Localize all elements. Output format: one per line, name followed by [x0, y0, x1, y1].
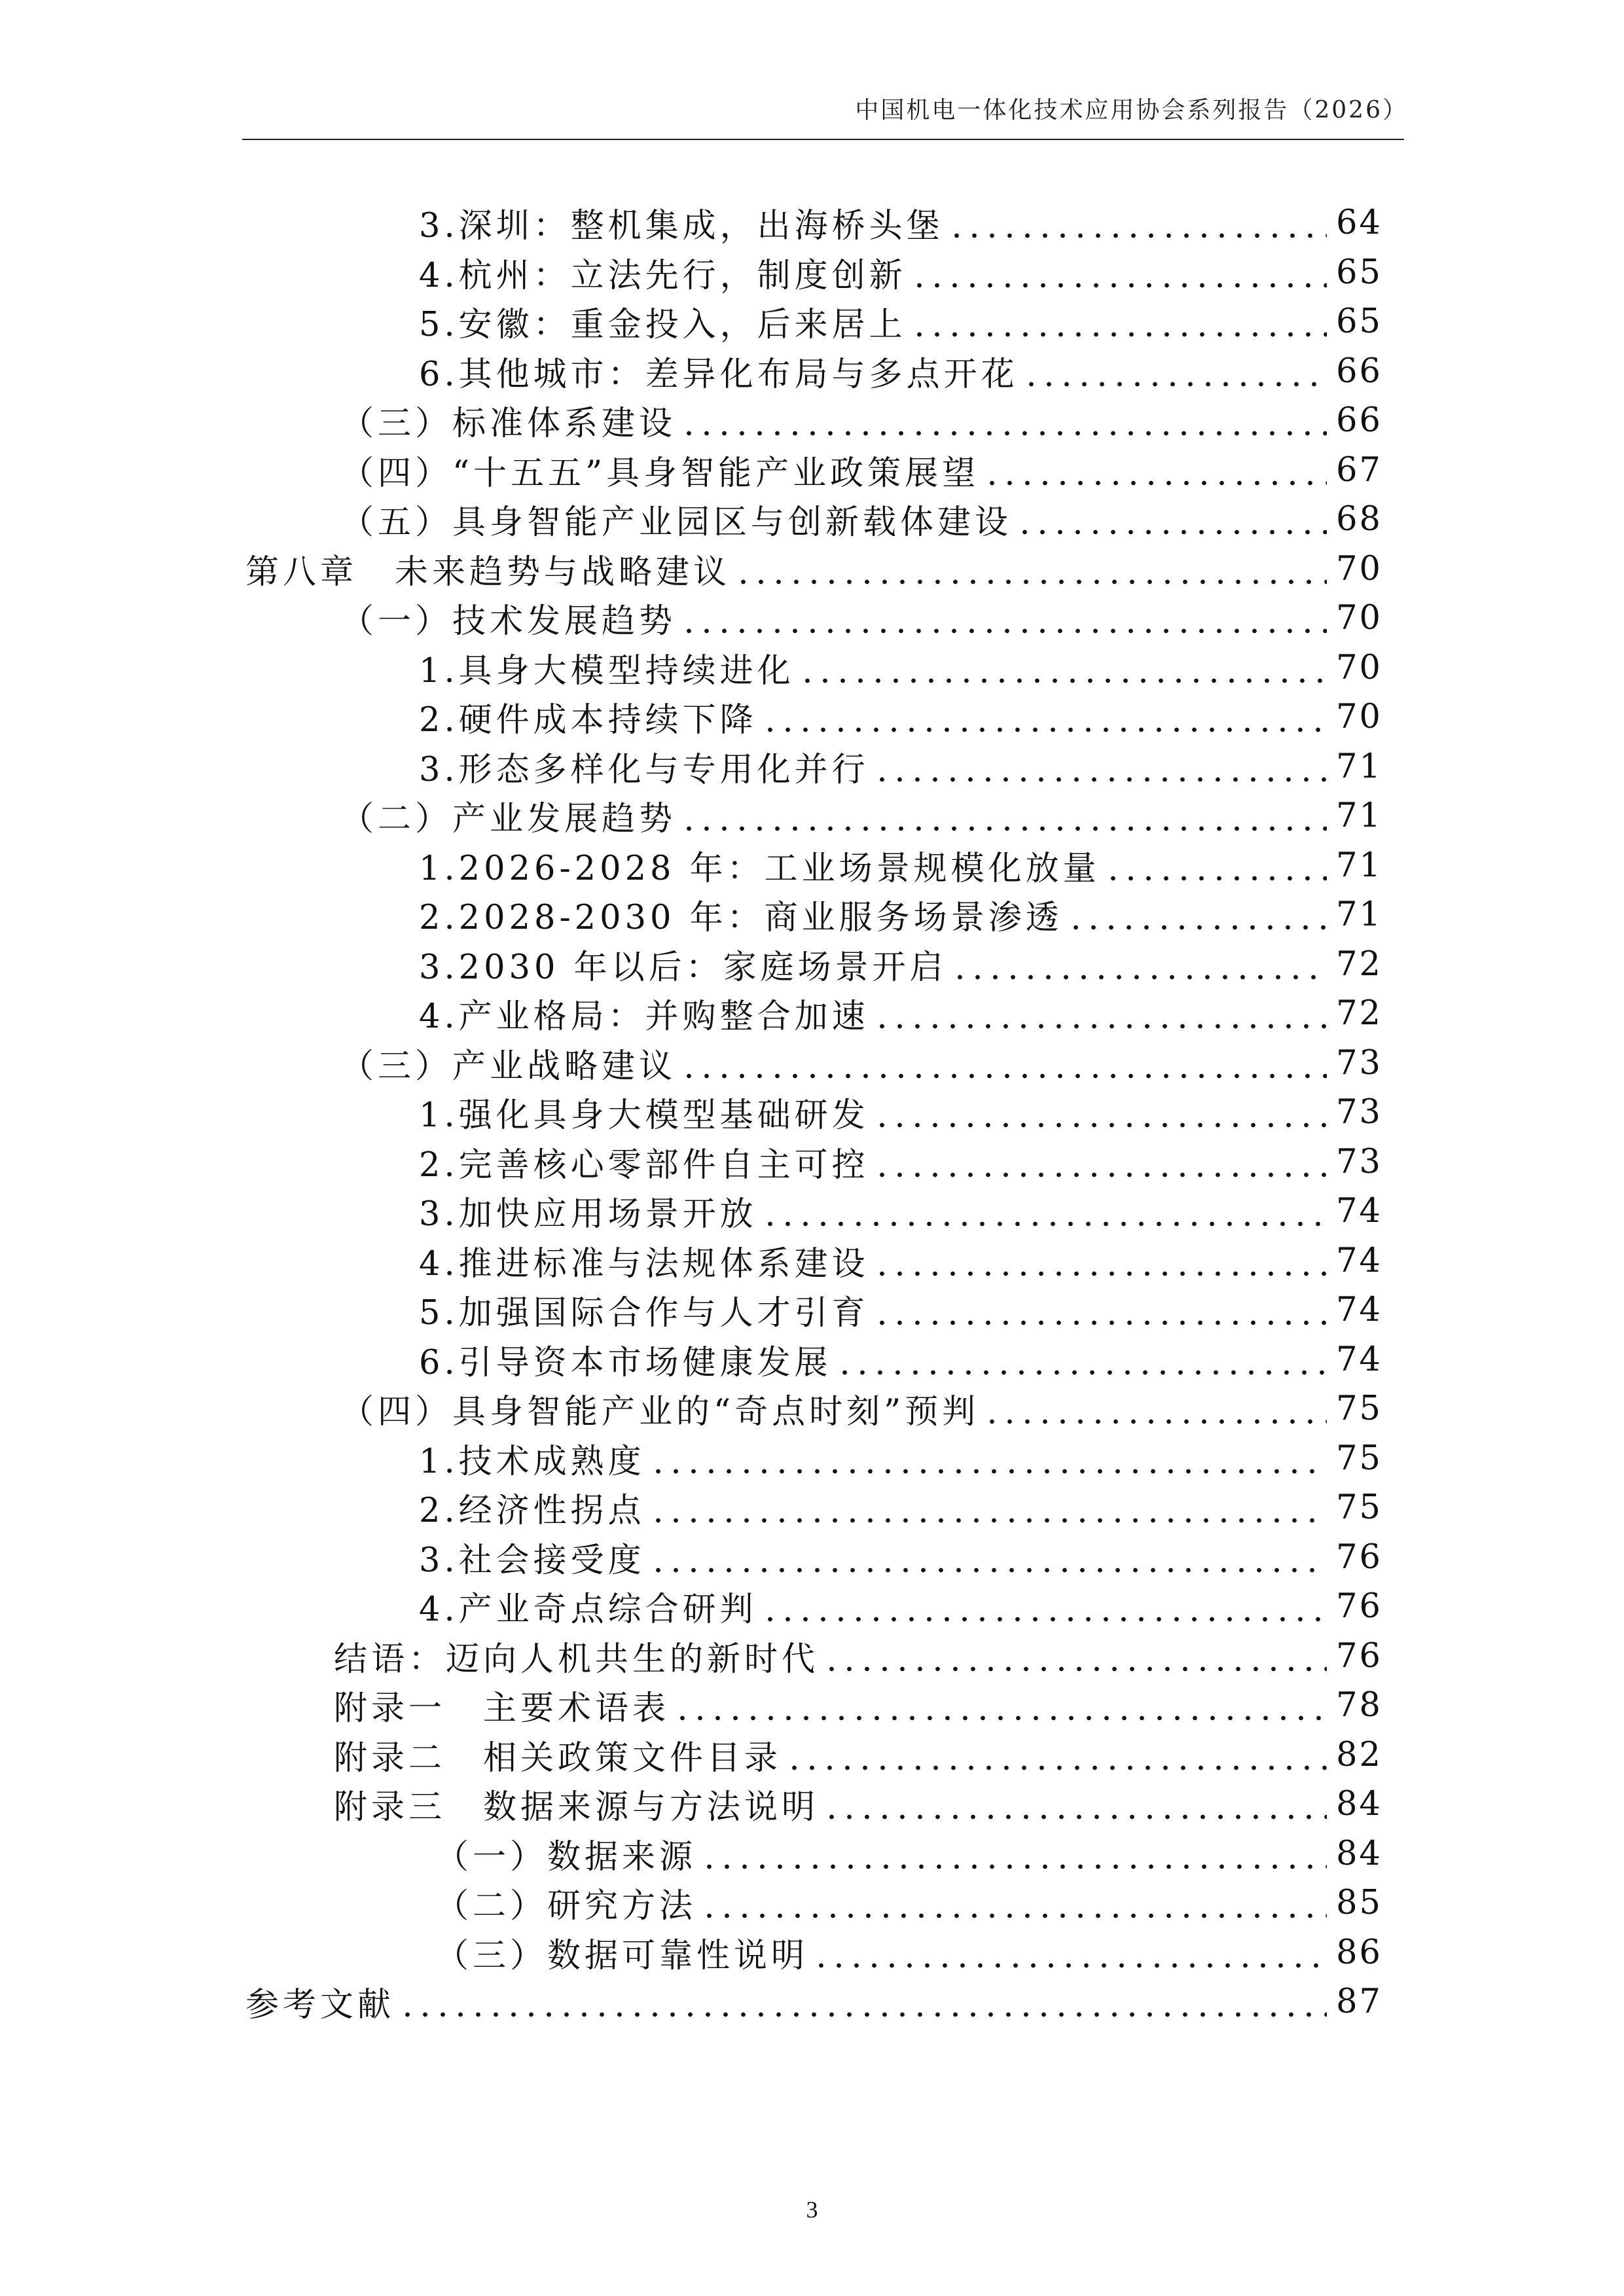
dot-leader [873, 988, 1327, 1038]
toc-entry-title: （三）产业战略建议 [340, 1047, 677, 1086]
dot-leader [761, 1581, 1327, 1631]
toc-entry[interactable] [435, 1878, 1382, 1928]
toc-entry[interactable] [419, 1532, 1382, 1582]
toc-entry[interactable] [419, 1285, 1382, 1335]
toc-entry-page: 85 [1336, 1883, 1382, 1922]
toc-entry[interactable] [419, 1186, 1382, 1236]
toc-entry[interactable] [340, 593, 1382, 643]
toc-entry-page: 74 [1336, 1340, 1382, 1379]
toc-entry-page: 72 [1336, 994, 1382, 1033]
dot-leader [680, 593, 1327, 643]
toc-entry[interactable] [419, 247, 1382, 297]
toc-entry[interactable] [340, 395, 1382, 445]
dot-leader [785, 1730, 1327, 1780]
toc-entry-page: 70 [1336, 648, 1382, 687]
toc-entry[interactable] [419, 1236, 1382, 1285]
dot-leader [873, 1137, 1327, 1187]
toc-entry-page: 76 [1336, 1587, 1382, 1626]
dot-leader [836, 1335, 1327, 1384]
toc-entry-page: 65 [1336, 302, 1382, 341]
dot-leader [911, 296, 1327, 346]
toc-entry-page: 76 [1336, 1537, 1382, 1577]
toc-entry[interactable] [334, 1779, 1382, 1829]
toc-entry-page: 74 [1336, 1241, 1382, 1280]
dot-leader [873, 1285, 1327, 1335]
toc-entry-title: （二）研究方法 [435, 1887, 697, 1926]
dot-leader [680, 791, 1327, 840]
dot-leader [983, 1384, 1327, 1433]
toc-entry-title: 3.加快应用场景开放 [419, 1195, 757, 1234]
dot-leader [873, 1236, 1327, 1285]
toc-entry-title: 3.2030 年以后：家庭场景开启 [419, 948, 947, 987]
toc-entry-title: 4.推进标准与法规体系建设 [419, 1245, 869, 1283]
toc-entry-page: 65 [1336, 253, 1382, 292]
toc-entry-page: 75 [1336, 1389, 1382, 1428]
toc-entry-page: 84 [1336, 1784, 1382, 1823]
toc-entry[interactable] [419, 742, 1382, 791]
toc-entry-page: 75 [1336, 1488, 1382, 1527]
dot-leader [911, 247, 1327, 297]
toc-entry-title: 4.产业奇点综合研判 [419, 1590, 757, 1629]
running-header: 中国机电一体化技术应用协会系列报告（2026） [855, 97, 1408, 124]
dot-leader [649, 1532, 1327, 1582]
dot-leader [649, 1482, 1327, 1532]
toc-entry-title: （四）“十五五”具身智能产业政策展望 [340, 454, 980, 493]
toc-entry[interactable] [419, 840, 1382, 890]
toc-entry-title: 3.形态多样化与专用化并行 [419, 751, 869, 789]
toc-entry-page: 66 [1336, 351, 1382, 391]
toc-entry-title: （三）数据可靠性说明 [435, 1937, 809, 1975]
toc-entry-title: 1.强化具身大模型基础研发 [419, 1096, 869, 1135]
dot-leader [948, 198, 1327, 247]
toc-entry-title: （二）产业发展趋势 [340, 800, 677, 838]
toc-entry-page: 64 [1336, 203, 1382, 242]
dot-leader [1016, 494, 1327, 544]
toc-entry-title: 2.完善核心零部件自主可控 [419, 1146, 869, 1185]
toc-entry[interactable] [334, 1631, 1382, 1681]
toc-entry-title: 4.产业格局：并购整合加速 [419, 997, 869, 1036]
dot-leader [799, 643, 1327, 692]
toc-entry[interactable] [334, 1730, 1382, 1780]
toc-entry[interactable] [340, 1384, 1382, 1433]
dot-leader [700, 1878, 1327, 1928]
dot-leader [1067, 889, 1327, 939]
toc-entry[interactable] [419, 346, 1382, 396]
toc-entry-title: （三）标准体系建设 [340, 404, 677, 443]
toc-entry-title: （五）具身智能产业园区与创新载体建设 [340, 503, 1013, 542]
toc-entry[interactable] [435, 1928, 1382, 1977]
dot-leader [761, 692, 1327, 742]
toc-entry[interactable] [435, 1829, 1382, 1878]
dot-leader [680, 1038, 1327, 1088]
toc-entry-page: 75 [1336, 1439, 1382, 1478]
toc-entry[interactable] [340, 791, 1382, 840]
toc-entry-title: 附录二 相关政策文件目录 [334, 1739, 782, 1778]
toc-entry-title: 结语：迈向人机共生的新时代 [334, 1640, 820, 1679]
toc-entry[interactable] [419, 692, 1382, 742]
dot-leader [1022, 346, 1327, 396]
toc-entry-title: 5.安徽：重金投入，后来居上 [419, 306, 907, 344]
toc-entry-page: 73 [1336, 1142, 1382, 1181]
toc-entry[interactable] [340, 445, 1382, 495]
toc-entry-title: 第八章 未来趋势与战略建议 [245, 553, 731, 592]
toc-entry-title: （一）数据来源 [435, 1838, 697, 1876]
toc-entry-page: 82 [1336, 1735, 1382, 1774]
toc-entry[interactable] [419, 1087, 1382, 1137]
toc-entry[interactable] [419, 988, 1382, 1038]
toc-entry-page: 70 [1336, 549, 1382, 588]
toc-entry[interactable] [419, 643, 1382, 692]
dot-leader [951, 939, 1327, 989]
toc-entry-page: 86 [1336, 1933, 1382, 1972]
toc-entry-title: 1.具身大模型持续进化 [419, 652, 795, 691]
toc-entry-title: 1.技术成熟度 [419, 1443, 645, 1481]
dot-leader [983, 445, 1327, 495]
dot-leader [761, 1186, 1327, 1236]
toc-entry-title: 2.硬件成本持续下降 [419, 701, 757, 740]
toc-entry-page: 71 [1336, 895, 1382, 934]
dot-leader [399, 1977, 1327, 2026]
toc-entry-title: 4.杭州：立法先行，制度创新 [419, 257, 907, 295]
header-divider [242, 139, 1404, 140]
dot-leader [734, 544, 1327, 594]
toc-entry-page: 74 [1336, 1290, 1382, 1329]
toc-entry[interactable] [419, 296, 1382, 346]
toc-entry-title: 1.2026-2028 年：工业场景规模化放量 [419, 850, 1100, 888]
toc-entry-page: 71 [1336, 747, 1382, 786]
toc-entry-title: （一）技术发展趋势 [340, 602, 677, 641]
toc-entry-title: 3.社会接受度 [419, 1541, 645, 1580]
toc-entry[interactable] [419, 198, 1382, 247]
toc-entry-page: 74 [1336, 1191, 1382, 1230]
toc-entry-page: 70 [1336, 598, 1382, 637]
dot-leader [873, 742, 1327, 791]
toc-entry[interactable] [419, 939, 1382, 989]
toc-entry-page: 70 [1336, 697, 1382, 736]
toc-entry[interactable] [340, 1038, 1382, 1088]
toc-entry-title: 3.深圳：整机集成，出海桥头堡 [419, 207, 944, 245]
toc-entry-page: 71 [1336, 846, 1382, 885]
toc-entry-page: 84 [1336, 1834, 1382, 1873]
toc-entry-title: 附录一 主要术语表 [334, 1689, 670, 1728]
toc-entry[interactable] [245, 1977, 1382, 2026]
toc-entry[interactable] [419, 1335, 1382, 1384]
dot-leader [674, 1680, 1327, 1730]
toc-entry[interactable] [419, 1137, 1382, 1187]
toc-entry-page: 73 [1336, 1043, 1382, 1083]
toc-entry-title: 2.经济性拐点 [419, 1492, 645, 1530]
dot-leader [823, 1631, 1327, 1681]
toc-entry-page: 68 [1336, 499, 1382, 539]
toc-entry[interactable] [419, 1433, 1382, 1483]
toc-entry[interactable] [419, 1581, 1382, 1631]
toc-entry-title: 附录三 数据来源与方法说明 [334, 1788, 820, 1827]
toc-entry[interactable] [245, 544, 1382, 594]
toc-entry-page: 71 [1336, 796, 1382, 835]
dot-leader [680, 395, 1327, 445]
page-number: 3 [806, 2197, 818, 2223]
toc-entry[interactable] [419, 889, 1382, 939]
toc-entry-page: 72 [1336, 944, 1382, 984]
toc-entry-page: 76 [1336, 1636, 1382, 1676]
dot-leader [1104, 840, 1327, 890]
dot-leader [649, 1433, 1327, 1483]
dot-leader [700, 1829, 1327, 1878]
toc-entry[interactable] [334, 1680, 1382, 1730]
toc-entry-title: （四）具身智能产业的“奇点时刻”预判 [340, 1393, 980, 1431]
toc-entry-page: 66 [1336, 401, 1382, 440]
toc-entry-title: 5.加强国际合作与人才引育 [419, 1294, 869, 1333]
toc-entry[interactable] [340, 494, 1382, 544]
toc-entry-title: 2.2028-2030 年：商业服务场景渗透 [419, 899, 1063, 937]
toc-entry-title: 6.引导资本市场健康发展 [419, 1344, 832, 1382]
toc-entry-page: 87 [1336, 1982, 1382, 2021]
toc-entry-title: 参考文献 [245, 1986, 395, 2024]
toc-entry-page: 73 [1336, 1092, 1382, 1132]
dot-leader [823, 1779, 1327, 1829]
toc-entry-page: 67 [1336, 450, 1382, 490]
toc-entry-page: 78 [1336, 1685, 1382, 1725]
dot-leader [873, 1087, 1327, 1137]
toc-entry[interactable] [419, 1482, 1382, 1532]
dot-leader [812, 1928, 1327, 1977]
toc-entry-title: 6.其他城市：差异化布局与多点开花 [419, 355, 1019, 394]
